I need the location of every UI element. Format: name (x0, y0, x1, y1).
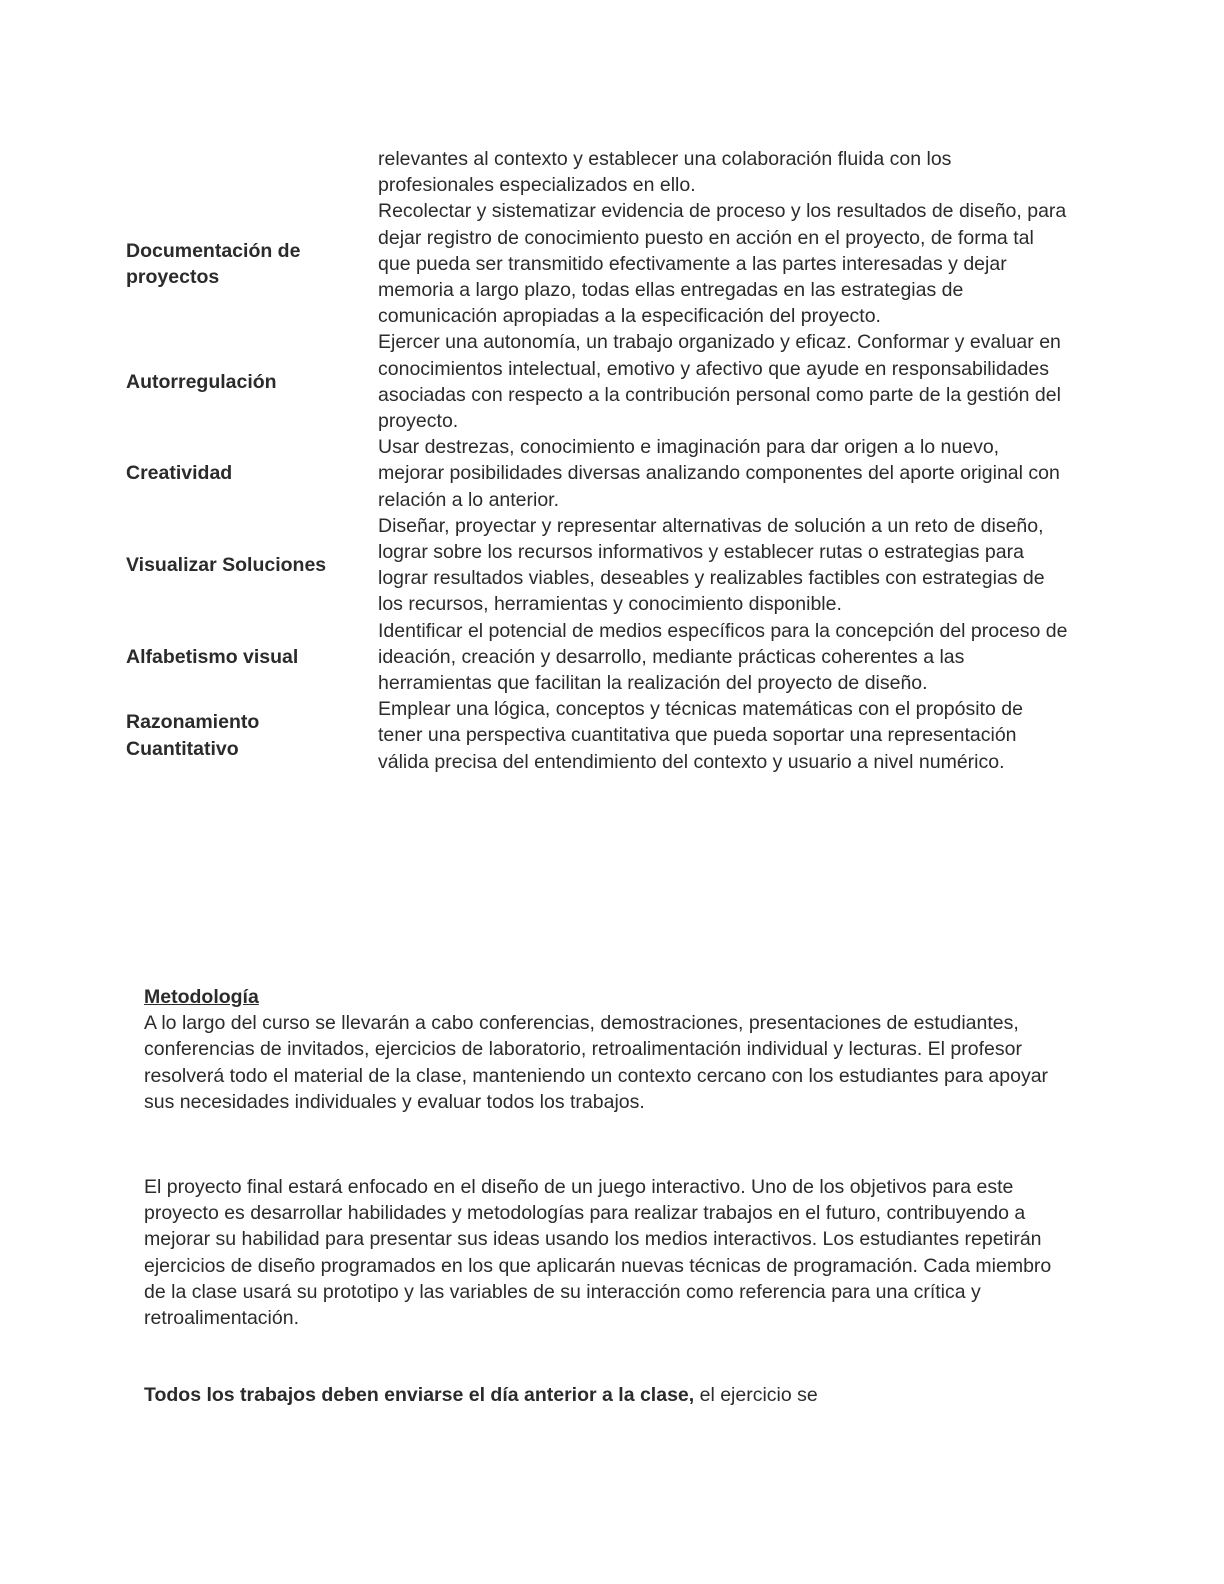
entrega-bold-text: Todos los trabajos deben enviarse el día anterior a la clase, (144, 1384, 695, 1406)
entrega-text: el ejercicio se (694, 1384, 818, 1406)
proyecto-final-section (144, 1174, 1064, 1331)
competencia-row (126, 198, 1068, 329)
competencia-term: Documentación de proyectos (126, 239, 301, 288)
metodologia-paragraph-3 (144, 1382, 1064, 1408)
metodologia-block (144, 984, 1064, 1115)
competencia-row (126, 513, 1068, 618)
competencia-term: Alfabetismo visual (126, 645, 299, 668)
competencia-row (126, 146, 1068, 198)
competencia-description: Usar destrezas, conocimiento e imaginación para dar origen a lo nuevo, mejorar posibilidades diversas analizando componentes del aporte original con relación a lo anterior. (378, 436, 1060, 511)
competencia-description: Identificar el potencial de medios específicos para la concepción del proceso de ideación, creación y desarrollo, mediante prácticas coherentes a las herramientas que facilitan la realización del proyecto de diseño. (378, 619, 1068, 695)
metodologia-heading: Metodología (144, 986, 259, 1008)
metodologia-paragraph-2: El proyecto final estará enfocado en el diseño de un juego interactivo. Uno de los objetivos para este proyecto es desarrollar habilidades y metodologías para realizar trabajos en el futuro, contribuyendo a mejorar su habilidad para presentar sus ideas usando los medios interactivos. Los estudiantes repetirán ejercicios de diseño programados en los que aplicarán nuevas técnicas de programación. Cada miembro de la clase usará su prototipo y las variables de su interacción como referencia para una crítica y retroalimentación. (144, 1176, 1052, 1330)
competencia-description: Ejercer una autonomía, un trabajo organizado y eficaz. Conformar y evaluar en conocimientos intelectual, emotivo y afectivo que ayude en responsabilidades asociadas con respecto a la contribución personal como parte de la gestión del proyecto. (378, 331, 1061, 433)
competencia-term: Razonamiento Cuantitativo (126, 711, 260, 760)
metodologia-paragraph-1: A lo largo del curso se llevarán a cabo conferencias, demostraciones, presentaciones de estudiantes, conferencias de invitados, ejercicios de laboratorio, retroalimentación individual y lecturas. El profesor resolverá todo el material de la clase, manteniendo un contexto cercano con los estudiantes para apoyar sus necesidades individuales y evaluar todos los trabajos. (144, 1012, 1049, 1113)
competencia-description: Diseñar, proyectar y representar alternativas de solución a un reto de diseño, lograr sobre los recursos informativos y establecer rutas o estrategias para lograr resultados viables, deseables y realizables factibles con estrategias de los recursos, herramientas y conocimiento disponible. (378, 514, 1045, 616)
competencia-description: Recolectar y sistematizar evidencia de proceso y los resultados de diseño, para dejar registro de conocimiento puesto en acción en el proyecto, de forma tal que pueda ser transmitido efectivamente a las partes interesadas y dejar memoria a largo plazo, todas ellas entregadas en las estrategias de comunicación apropiadas a la especificación del proyecto. (378, 200, 1067, 328)
competencia-term: Autorregulación (126, 370, 277, 393)
metodologia-section (144, 984, 1064, 1115)
competencia-row (126, 329, 1068, 434)
competencia-description: relevantes al contexto y establecer una colaboración fluida con los profesionales especializados en ello. (378, 148, 952, 197)
entrega-section (144, 1382, 1064, 1408)
competencia-row (126, 696, 1068, 775)
competencia-term: Visualizar Soluciones (126, 554, 327, 577)
competencias-table (126, 146, 1068, 775)
competencia-term (126, 146, 378, 198)
competencia-row (126, 434, 1068, 513)
competencia-term: Creatividad (126, 462, 233, 485)
competencias-table-body (126, 146, 1068, 775)
competencia-row (126, 618, 1068, 697)
competencia-description: Emplear una lógica, conceptos y técnicas matemáticas con el propósito de tener una perspectiva cuantitativa que pueda soportar una representación válida precisa del entendimiento del contexto y usuario a nivel numérico. (378, 698, 1023, 773)
